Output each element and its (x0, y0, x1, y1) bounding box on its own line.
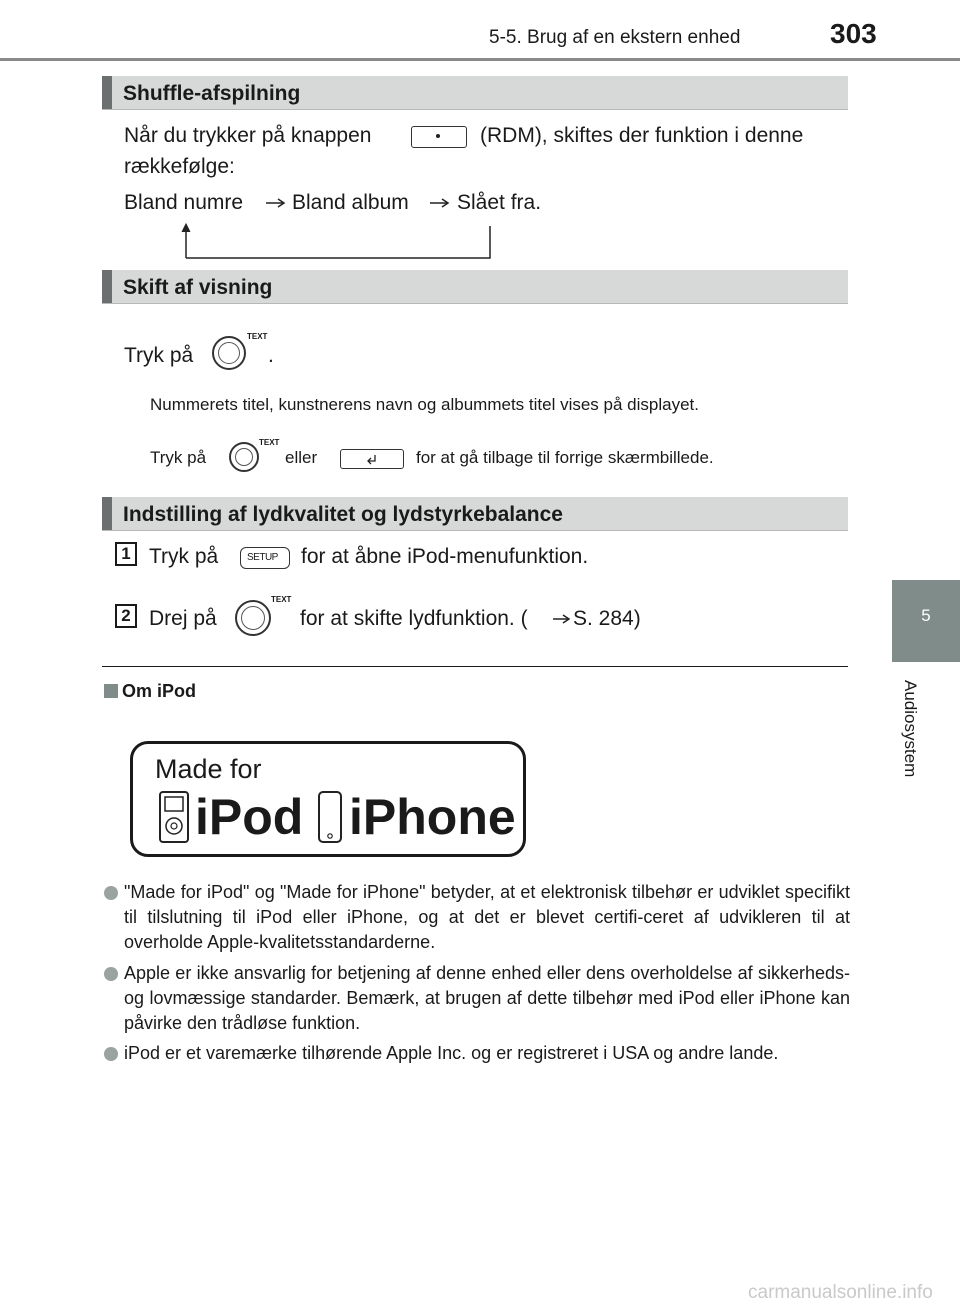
logo-iphone-text: iPhone (349, 789, 516, 845)
setup-key-label: SETUP (247, 552, 278, 563)
chapter-tab (892, 580, 960, 662)
chapter-label (890, 680, 930, 800)
header-section-title: 5-5. Brug af en ekstern enhed (489, 27, 741, 48)
section-heading-display (102, 270, 848, 304)
bullet-dot (104, 886, 118, 900)
heading-text: Indstilling af lydkvalitet og lydstyrkebalance (123, 503, 563, 526)
display-press-text: Tryk på (124, 344, 194, 367)
loop-back-arrow (178, 222, 498, 260)
step-number-1: 1 (115, 542, 137, 566)
logo-ipod-text: iPod (195, 789, 304, 845)
text-knob-icon (235, 600, 271, 636)
heading-text: Shuffle-afspilning (123, 82, 301, 105)
heading-bar (102, 497, 112, 530)
logo-made-for: Made for (155, 754, 262, 784)
about-heading (104, 681, 196, 702)
footer-watermark: carmanualsonline.info (748, 1282, 933, 1303)
shuffle-line1-a: Når du trykker på knappen (124, 124, 372, 147)
about-heading-text: Om iPod (122, 681, 197, 701)
setup-button-icon (240, 547, 290, 569)
step2-text-a: Drej på (149, 607, 217, 630)
heading-bar (102, 270, 112, 303)
text-knob-icon (212, 336, 246, 370)
section-heading-sound (102, 497, 848, 531)
heading-bar (102, 76, 112, 109)
square-bullet-icon (104, 684, 118, 698)
knob-text-label: TEXT (259, 438, 280, 447)
step2-text-b: for at skifte lydfunktion. ( (300, 607, 528, 630)
chapter-number: 5 (921, 606, 931, 625)
arrow-right-icon (265, 196, 287, 210)
display-back-c: for at gå tilbage til forrige skærmbillede. (416, 448, 714, 467)
back-button-icon (340, 449, 404, 469)
knob-text-label: TEXT (247, 332, 268, 341)
ipod-icon (158, 790, 190, 844)
display-back-a: Tryk på (150, 448, 207, 467)
bullet-item: "Made for iPod" og "Made for iPhone" betyder, at et elektronisk tilbehør er udviklet specifikt til tilslutning til iPod eller iPhone, og at det er blevet certifi-ceret af udvikleren til at overholde Apple-kvalitetsstandarderne. (124, 882, 850, 952)
section-heading-shuffle (102, 76, 848, 110)
step-number-2: 2 (115, 604, 137, 628)
step1-text-b: for at åbne iPod-menufunktion. (301, 545, 589, 568)
rdm-button-icon (411, 126, 467, 148)
step1-text-a: Tryk på (149, 545, 219, 568)
arrow-right-icon (552, 612, 572, 626)
knob-text-label: TEXT (271, 595, 292, 604)
shuffle-line1-b: (RDM), skiftes der funktion i denne (480, 124, 804, 147)
heading-text: Skift af visning (123, 276, 273, 299)
bullet-dot (104, 967, 118, 981)
display-back-b: eller (285, 448, 318, 467)
iphone-icon (317, 790, 343, 844)
shuffle-line2: rækkefølge: (124, 155, 235, 178)
divider (102, 666, 848, 667)
display-press-end: . (268, 344, 274, 367)
shuffle-seq-3: Slået fra. (457, 191, 542, 214)
made-for-ipod-logo (130, 741, 526, 857)
display-info-text: Nummerets titel, kunstnerens navn og albummets titel vises på displayet. (150, 395, 699, 414)
text-knob-icon (229, 442, 259, 472)
shuffle-seq-1: Bland numre (124, 191, 244, 214)
top-rule (0, 58, 960, 61)
arrow-right-icon (429, 196, 451, 210)
bullet-dot (104, 1047, 118, 1061)
page-number: 303 (830, 18, 877, 49)
bullet-item: Apple er ikke ansvarlig for betjening af denne enhed eller dens overholdelse af sikkerheds- og lovmæssige standarder. Bemærk, at brugen af dette tilbehør med iPod eller iPhone kan påvirke den trådløse funktion. (124, 963, 850, 1033)
shuffle-seq-2: Bland album (292, 191, 409, 214)
chapter-label-text: Audiosystem (901, 680, 920, 778)
bullet-item: iPod er et varemærke tilhørende Apple Inc. og er registreret i USA og andre lande. (124, 1043, 779, 1063)
step2-text-c: S. 284) (573, 607, 641, 630)
